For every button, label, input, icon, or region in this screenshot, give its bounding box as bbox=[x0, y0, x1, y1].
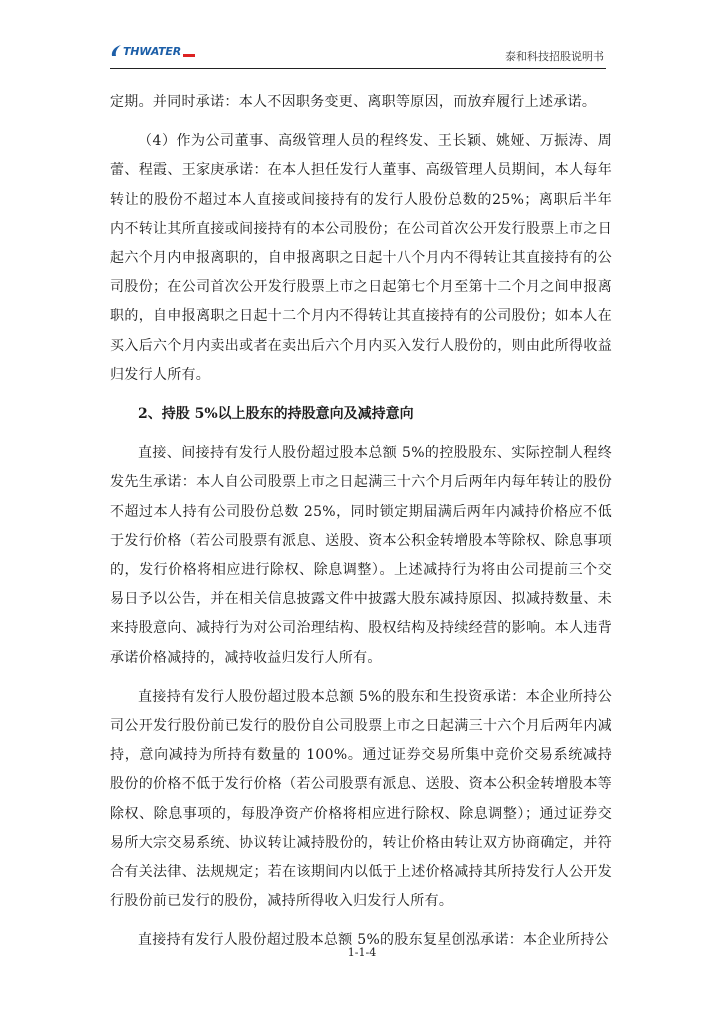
section-heading: 2、持股 5%以上股东的持股意向及减持意向 bbox=[138, 406, 414, 423]
logo-red-bar bbox=[183, 54, 195, 57]
paragraph-hesheng-investment: 直接持有发行人股份超过股本总额 5%的股东和生投资承诺：本企业所持公司公开发行股份前已发行的股份自公司股票上市之日起满三十六个月后两年内减持，意向减持为所持有数量的 100%。通过证券交易所集中竞价交易系统减持股份的价格不低于发行价格（若公司股票有派息、送股、资本公积金转增股本等除权、除息事项的，每股净资产价格将相应进行除权、除息调整）；通过证券交易所大宗交易系统、协议转让减持股份的，转让价格由转让双方协商确定，并符合有关法律、法规规定；若在该期间内以低于上述价格减持其所持发行人公开发行股份前已发行的股份，减持所得收入归发行人所有。 bbox=[110, 688, 612, 910]
paragraph-controlling-shareholder: 直接、间接持有发行人股份超过股本总额 5%的控股股东、实际控制人程终发先生承诺：本人自公司股票上市之日起满三十六个月后两年内每年转让的股份不超过本人持有公司股份总数 25%，同时锁定期届满后两年内减持价格应不低于发行价格（若公司股票有派息、送股、资本公积金转增股本等除权、除息事项的，发行价格将相应进行除权、除息调整）。上述减持行为将由公司提前三个交易日予以公告，并在相关信息披露文件中披露大股东减持原因、拟减持数量、未来持股意向、减持行为对公司治理结构、股权结构及持续经营的影响。本人违背承诺价格减持的，减持收益归发行人所有。 bbox=[110, 445, 612, 666]
main-content bbox=[110, 88, 612, 956]
logo-swoosh-icon bbox=[110, 44, 122, 58]
page-number: 1-1-4 bbox=[347, 946, 377, 959]
logo-text: THWATER bbox=[123, 44, 181, 58]
paragraph-fosun: 直接持有发行人股份超过股本总额 5%的股东复星创泓承诺：本企业所持公 bbox=[138, 932, 609, 949]
paragraph-continuation: 定期。并同时承诺：本人不因职务变更、离职等原因，而放弃履行上述承诺。 bbox=[110, 94, 597, 110]
page-header bbox=[110, 38, 606, 69]
company-logo bbox=[110, 40, 195, 62]
document-title: 泰和科技招股说明书 bbox=[505, 50, 604, 63]
paragraph-commitment-directors: （4）作为公司董事、高级管理人员的程终发、王长颖、姚娅、万振涛、周蕾、程霞、王家庚承诺：在本人担任发行人董事、高级管理人员期间，本人每年转让的股份不超过本人直接或间接持有的发行人股份总数的25%；离职后半年内不转让其所直接或间接持有的本公司股份；在公司首次公开发行股票上市之日起六个月内申报离职的，自申报离职之日起十八个月内不得转让其直接持有的公司股份；在公司首次公开发行股票上市之日起第七个月至第十二个月之间申报离职的，自申报离职之日起十二个月内不得转让其直接持有的公司股份；如本人在买入后六个月内卖出或者在卖出后六个月内买入发行人股份的，则由此所得收益归发行人所有。 bbox=[110, 133, 612, 383]
